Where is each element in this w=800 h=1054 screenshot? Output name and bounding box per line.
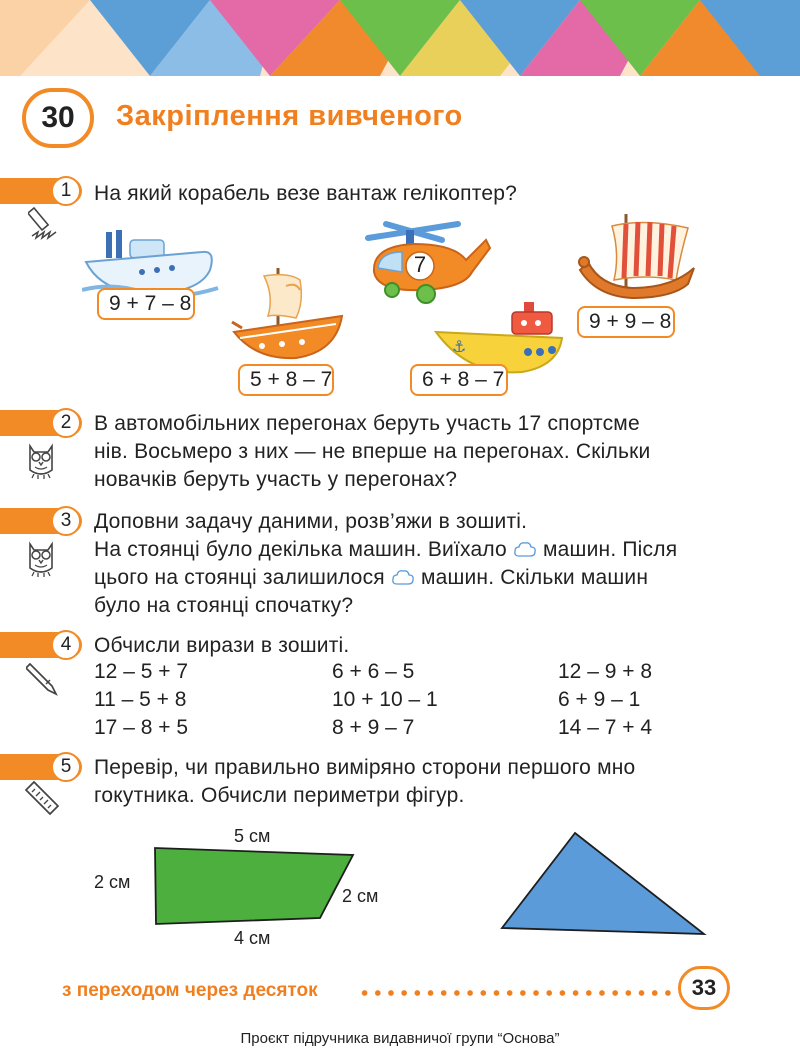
owl-icon xyxy=(24,440,58,480)
helicopter-number: 7 xyxy=(413,252,427,277)
publisher-credit: Проєкт підручника видавничої групи “Основа” xyxy=(240,1030,560,1047)
ruler-icon xyxy=(24,780,60,816)
task-4-text: Обчисли вирази в зошиті. xyxy=(94,634,350,657)
task-3-line-2-end: машин. Після xyxy=(543,538,678,561)
task-5-line-2: гокутника. Обчисли периметри фігур. xyxy=(94,784,465,807)
task-2-line-3: новачків беруть участь у перегонах? xyxy=(94,468,458,491)
blue-triangle xyxy=(498,828,710,938)
lesson-number-badge: 30 xyxy=(22,88,94,148)
task-5-number: 5 xyxy=(51,752,81,782)
task-1-text: На який корабель везе вантаж гелікоптер? xyxy=(94,182,517,205)
task-2-line-1: В автомобільних перегонах беруть участь 17 спортсме xyxy=(94,412,640,435)
task-2-number: 2 xyxy=(51,408,81,438)
task-3-line-2 xyxy=(94,536,677,564)
decorative-banner xyxy=(0,0,800,76)
pencil-scribble-icon xyxy=(28,206,62,246)
side-right-label: 2 см xyxy=(342,886,379,906)
ship-2-expression: 5 + 8 – 7 xyxy=(238,364,334,396)
side-top-label: 5 см xyxy=(234,826,271,846)
side-left-label: 2 см xyxy=(94,872,131,892)
expr-3-1: 12 – 9 + 8 xyxy=(558,660,652,683)
cloud-blank-icon xyxy=(391,568,415,588)
owl-icon xyxy=(24,538,58,578)
pencil-icon xyxy=(26,660,60,696)
task-3-line-3-end: машин. Скільки машин xyxy=(420,566,649,589)
task-3-line-3 xyxy=(94,564,648,592)
side-bottom-label: 4 см xyxy=(234,928,271,948)
lesson-title: Закріплення вивченого xyxy=(116,100,463,132)
page-number: 33 xyxy=(678,966,730,1010)
expr-3-3: 14 – 7 + 4 xyxy=(558,716,652,739)
expr-1-1: 12 – 5 + 7 xyxy=(94,660,188,683)
expr-3-2: 6 + 9 – 1 xyxy=(558,688,641,711)
task-3-line-4: було на стоянці спочатку? xyxy=(94,594,354,617)
expr-1-2: 11 – 5 + 8 xyxy=(94,688,187,711)
task-2-line-2: нів. Восьмеро з них — не вперше на перегонах. Скільки xyxy=(94,440,651,463)
expr-1-3: 17 – 8 + 5 xyxy=(94,716,188,739)
svg-text:⚓: ⚓ xyxy=(452,337,467,356)
task-1-number: 1 xyxy=(51,176,81,206)
footer-dotted-line xyxy=(358,990,674,996)
expr-2-2: 10 + 10 – 1 xyxy=(332,688,438,711)
footer-topic: з переходом через десяток xyxy=(62,980,318,1001)
ship-1-expression: 9 + 7 – 8 xyxy=(97,288,195,320)
ship-4-illustration xyxy=(576,210,700,310)
task-3-line-2-start: На стоянці було декілька машин. Виїхало xyxy=(94,538,507,561)
task-3-line-3-start: цього на стоянці залишилося xyxy=(94,566,385,589)
ship-3-expression: 6 + 8 – 7 xyxy=(410,364,508,396)
ship-2-illustration xyxy=(226,262,352,366)
expr-2-3: 8 + 9 – 7 xyxy=(332,716,415,739)
task-3-number: 3 xyxy=(51,506,81,536)
green-quadrilateral xyxy=(150,840,360,930)
task-5-line-1: Перевір, чи правильно виміряно сторони першого мно xyxy=(94,756,636,779)
cloud-blank-icon xyxy=(513,540,537,560)
task-4-number: 4 xyxy=(51,630,81,660)
expr-2-1: 6 + 6 – 5 xyxy=(332,660,415,683)
task-3-line-1: Доповни задачу даними, розв’яжи в зошиті. xyxy=(94,510,528,533)
ship-4-expression: 9 + 9 – 8 xyxy=(577,306,675,338)
